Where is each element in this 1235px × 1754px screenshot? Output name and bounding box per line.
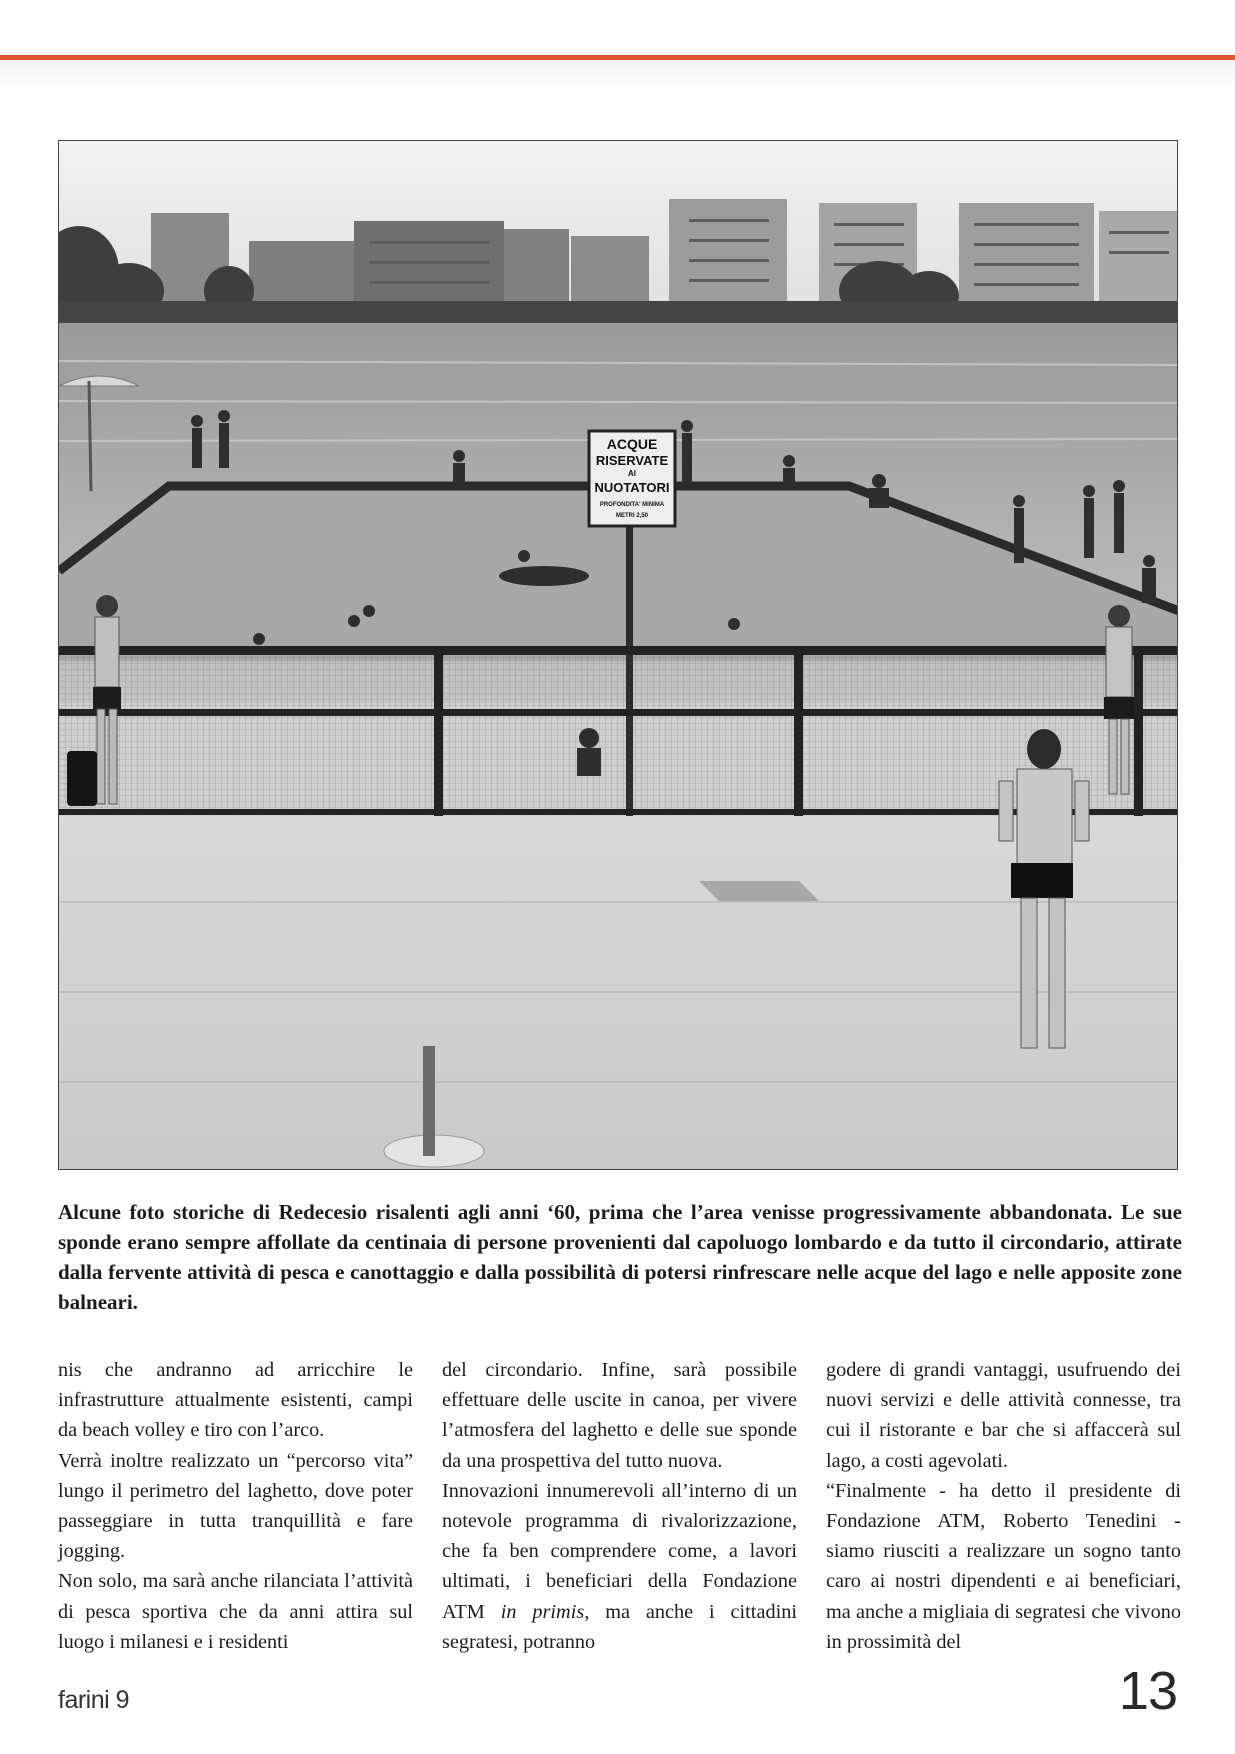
sign-line-2: RISERVATE	[595, 453, 669, 468]
column-2-paragraph-2-text: Innovazioni innumerevoli all’interno di un notevole programma di rivalorizzazione, che fa ben comprendere come, a lavori ultimati, i beneficiari della Fondazione ATM	[442, 1479, 797, 1623]
article-column-1	[58, 1355, 413, 1657]
column-3-paragraph-2: “Finalmente - ha detto il presidente di Fondazione ATM, Roberto Tenedini - siamo riusciti a realizzare un sogno tanto caro ai nostri dipendenti e ai beneficiari, ma anche a migliaia di segratesi che vivono in prossimità del	[826, 1479, 1181, 1653]
caption-text: Alcune foto storiche di Redecesio risalenti agli anni ‘60, prima che l’area venisse progressivamente abbandonata. Le sue sponde erano sempre affollate da centinaia di persone provenienti dal capoluogo lombardo e da tutto il circondario, attirate dalla fervente attività di pesca e canottaggio e dalla possibilità di potersi rinfrescare nelle acque del lago e nelle apposite zone balneari.	[58, 1200, 1182, 1314]
magazine-name: farini 9	[58, 1686, 130, 1714]
column-2-paragraph-1: del circondario. Infine, sarà possibile effettuare delle uscite in canoa, per vivere l’atmosfera del laghetto e delle sue sponde da una prospettiva del tutto nuova.	[442, 1359, 797, 1472]
column-2-paragraph-2-tail: , ma anche i cittadini segratesi, potranno	[442, 1600, 797, 1653]
column-1-paragraph-2: Verrà inoltre realizzato un “percorso vita” lungo il perimetro del laghetto, dove poter passeggiare in tutta tranquillità e fare jogging.	[58, 1449, 413, 1563]
sign-line-1: ACQUE	[606, 436, 658, 452]
article-column-2	[442, 1355, 797, 1657]
photo-caption	[58, 1197, 1182, 1317]
column-2-italic-phrase: in primis	[500, 1600, 585, 1623]
column-1-paragraph-1: nis che andranno ad arricchire le infrastrutture attualmente esistenti, campi da beach volley e tiro con l’arco.	[58, 1359, 413, 1442]
sign-line-3: AI	[628, 469, 636, 478]
sign-line-5: PROFONDITA' MINIMA	[599, 502, 665, 508]
column-2-paragraph-2	[442, 1476, 797, 1657]
column-1-paragraph-3: Non solo, ma sarà anche rilanciata l’attività di pesca sportiva che da anni attira sul luogo i milanesi e i residenti	[58, 1570, 413, 1653]
sign-line-6: METRI 2,50	[615, 513, 649, 519]
post-shadow	[699, 881, 819, 901]
photo-illustration	[59, 141, 1178, 1170]
swimmer-near-fence	[577, 728, 601, 776]
column-3-paragraph-1: godere di grandi vantaggi, usufruendo dei nuovi servizi e delle attività connesse, tra cui il ristorante e bar che si affaccerà sul lago, a costi agevolati.	[826, 1359, 1181, 1472]
page-number: 13	[1118, 1661, 1177, 1721]
header-fade	[0, 60, 1235, 90]
article-column-3	[826, 1355, 1181, 1657]
historic-photo	[58, 140, 1178, 1170]
sign-line-4: NUOTATORI	[594, 480, 670, 495]
